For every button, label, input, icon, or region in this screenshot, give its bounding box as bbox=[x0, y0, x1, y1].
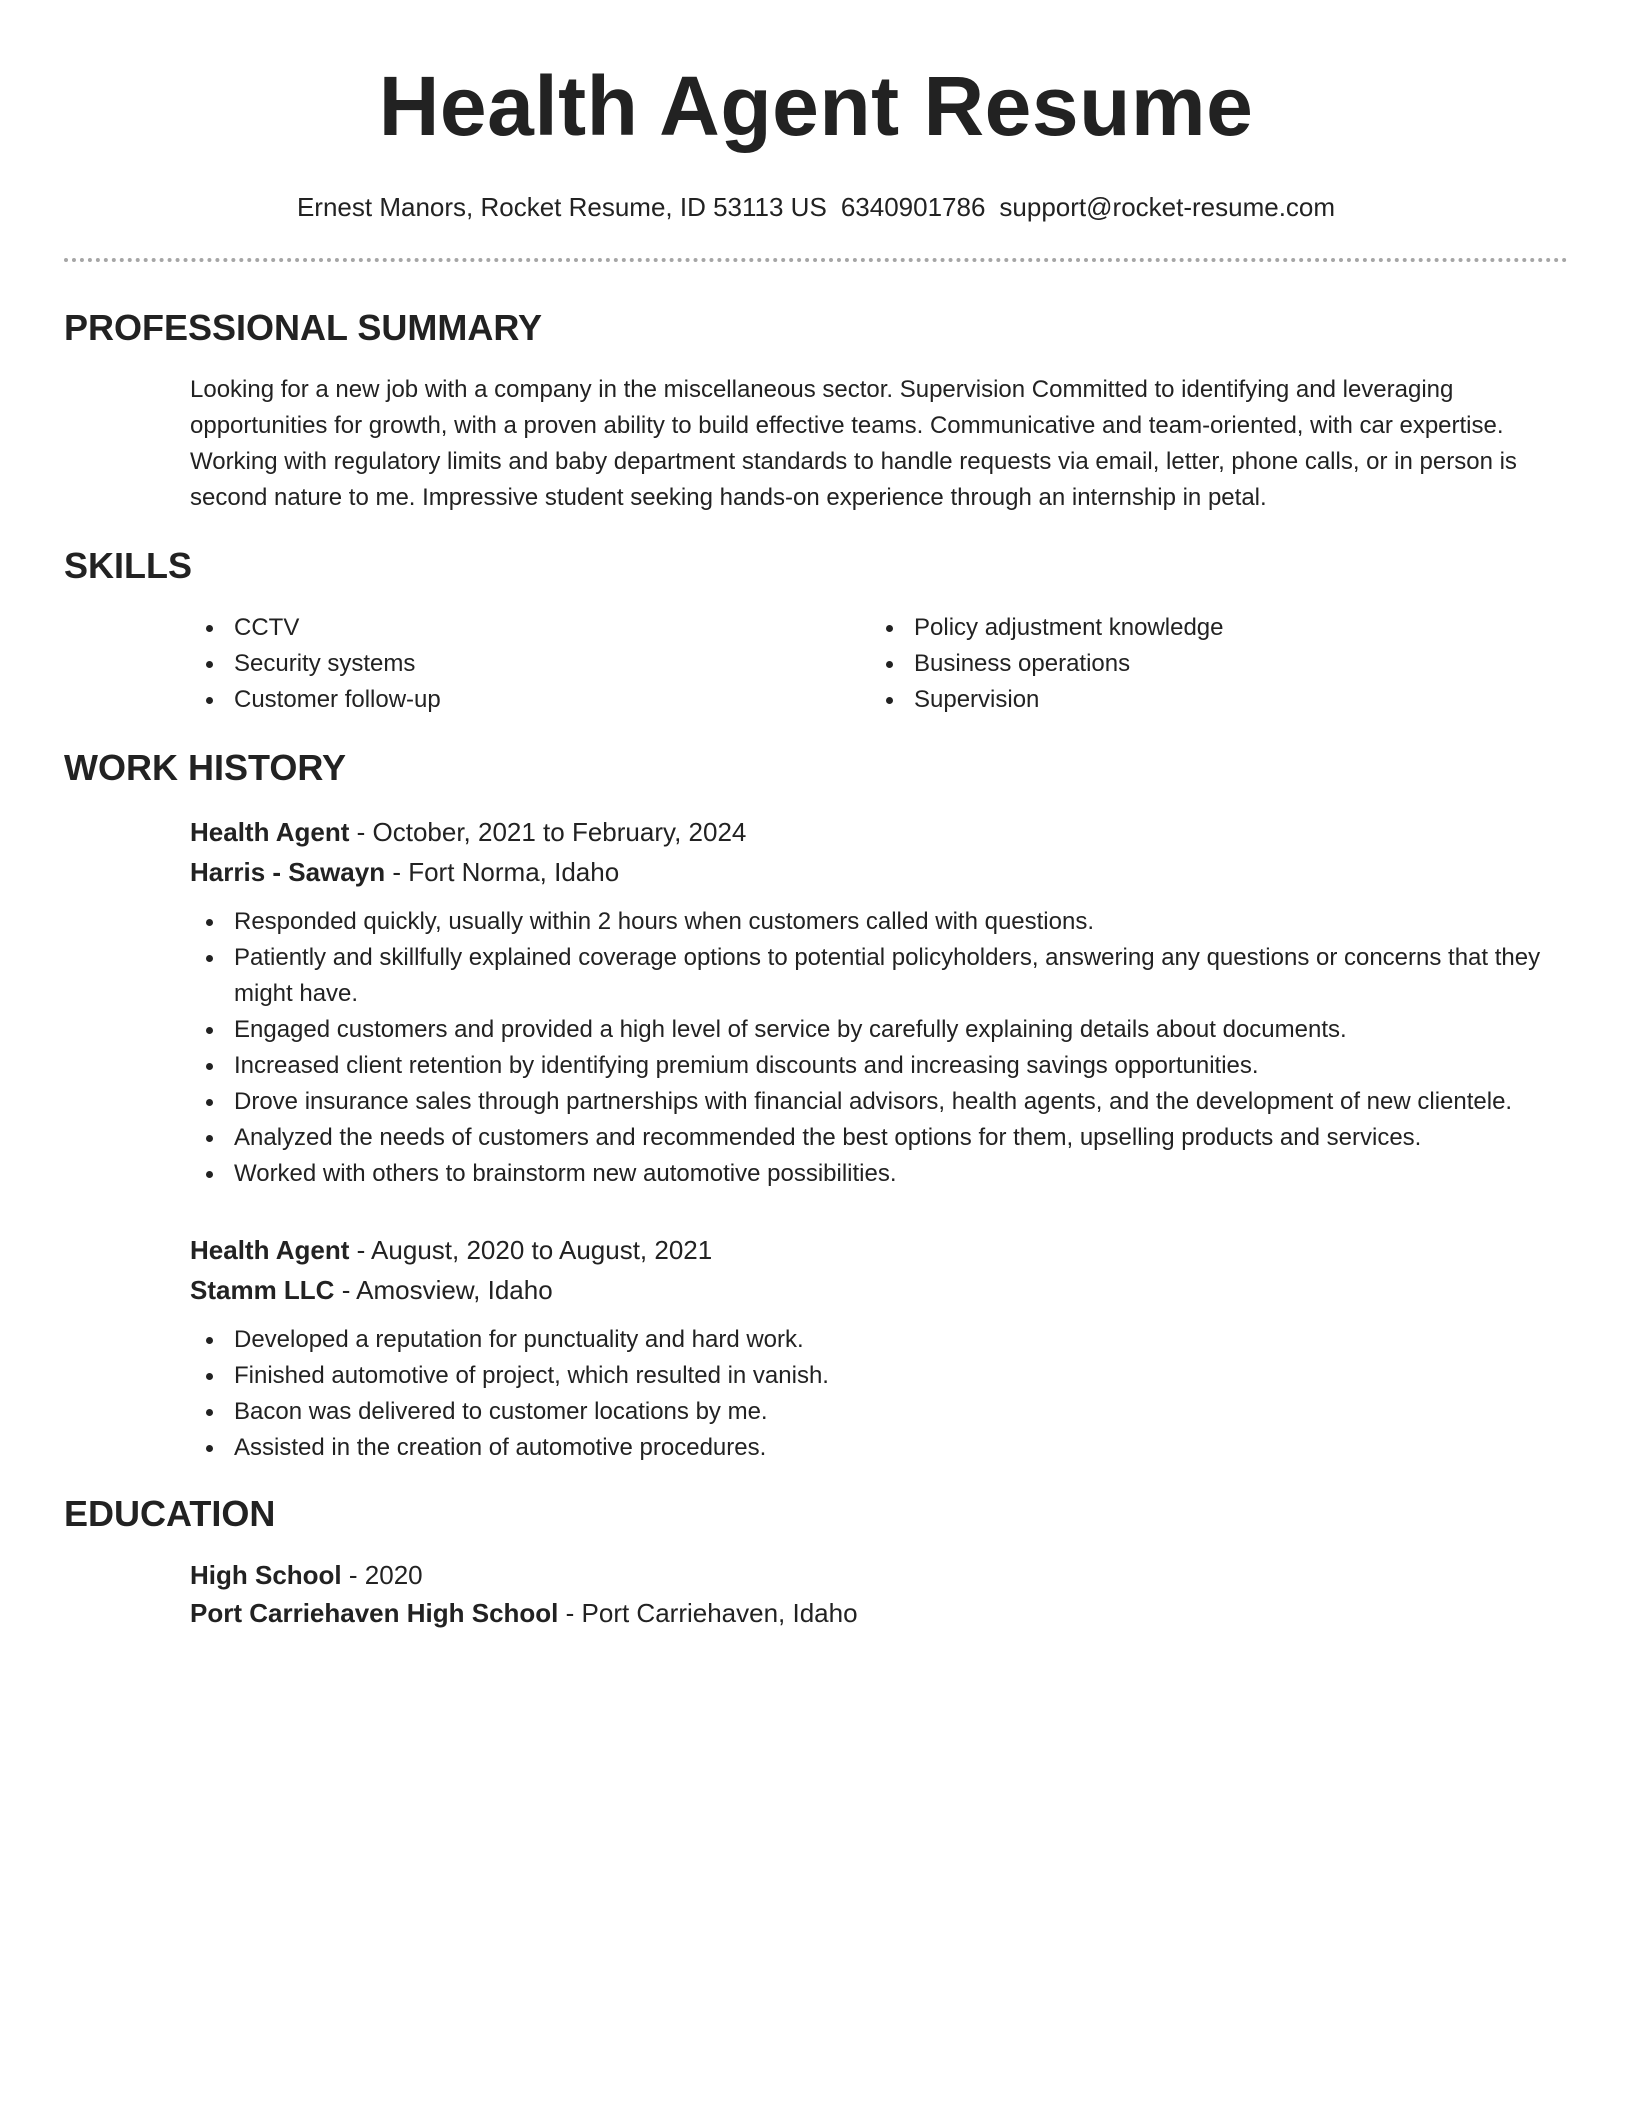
contact-line bbox=[64, 190, 1568, 224]
education-school: Port Carriehaven High School bbox=[190, 1598, 559, 1628]
job-bullet: Analyzed the needs of customers and recommended the best options for them, upselling products and services. bbox=[190, 1120, 1568, 1156]
skill-item: CCTV bbox=[190, 610, 870, 646]
skill-item: Security systems bbox=[190, 646, 870, 682]
education-school-line bbox=[190, 1594, 1568, 1632]
job-bullet: Worked with others to brainstorm new automotive possibilities. bbox=[190, 1156, 1568, 1192]
skills-column-right bbox=[870, 610, 1550, 718]
job-company: Stamm LLC bbox=[190, 1275, 335, 1305]
job-role-line bbox=[190, 812, 1568, 852]
contact-phone: 6340901786 bbox=[840, 192, 986, 222]
job-bullet: Increased client retention by identifying premium discounts and increasing savings opportunities. bbox=[190, 1048, 1568, 1084]
header-divider bbox=[64, 258, 1568, 262]
section-title-skills: SKILLS bbox=[64, 545, 193, 586]
summary-text: Looking for a new job with a company in the miscellaneous sector. Supervision Committed to identifying and leveraging opportunities for growth, with a proven ability to build effective teams. Communicative and team-oriented, with car expertise. Working with regulatory limits and baby department standards to handle requests via email, letter, phone calls, or in person is second nature to me. Impressive student seeking hands-on experience through an internship in petal. bbox=[190, 376, 1517, 511]
job-bullet: Patiently and skillfully explained coverage options to potential policyholders, answering any questions or concerns that they might have. bbox=[190, 940, 1568, 1012]
job-role: Health Agent bbox=[190, 1235, 350, 1265]
job-bullet: Drove insurance sales through partnerships with financial advisors, health agents, and the development of new clientele. bbox=[190, 1084, 1568, 1120]
skill-item: Customer follow-up bbox=[190, 682, 870, 718]
job-dates: - August, 2020 to August, 2021 bbox=[349, 1235, 713, 1265]
job-bullet: Assisted in the creation of automotive procedures. bbox=[190, 1430, 1568, 1466]
section-title-work: WORK HISTORY bbox=[64, 747, 347, 788]
resume-title: Health Agent Resume bbox=[378, 59, 1254, 153]
skill-item: Supervision bbox=[870, 682, 1550, 718]
skill-item: Business operations bbox=[870, 646, 1550, 682]
job-entry bbox=[190, 812, 1568, 1192]
job-location: - Amosview, Idaho bbox=[334, 1275, 553, 1305]
job-location: - Fort Norma, Idaho bbox=[385, 857, 620, 887]
job-bullet: Finished automotive of project, which resulted in vanish. bbox=[190, 1358, 1568, 1394]
job-bullets bbox=[190, 904, 1568, 1192]
education-entry bbox=[190, 1556, 1568, 1632]
job-role: Health Agent bbox=[190, 817, 350, 847]
job-dates: - October, 2021 to February, 2024 bbox=[349, 817, 747, 847]
section-title-summary: PROFESSIONAL SUMMARY bbox=[64, 307, 543, 348]
education-location: - Port Carriehaven, Idaho bbox=[558, 1598, 858, 1628]
contact-address: Ernest Manors, Rocket Resume, ID 53113 US bbox=[296, 192, 827, 222]
job-role-line bbox=[190, 1230, 1568, 1270]
contact-email: support@rocket-resume.com bbox=[999, 192, 1336, 222]
education-degree: High School bbox=[190, 1560, 342, 1590]
job-bullet: Responded quickly, usually within 2 hours when customers called with questions. bbox=[190, 904, 1568, 940]
job-bullets bbox=[190, 1322, 1568, 1466]
job-entry bbox=[190, 1230, 1568, 1466]
job-company: Harris - Sawayn bbox=[190, 857, 386, 887]
job-bullet: Engaged customers and provided a high level of service by carefully explaining details about documents. bbox=[190, 1012, 1568, 1048]
skill-item: Policy adjustment knowledge bbox=[870, 610, 1550, 646]
skills-list bbox=[190, 610, 1568, 718]
job-bullet: Developed a reputation for punctuality and hard work. bbox=[190, 1322, 1568, 1358]
education-degree-line bbox=[190, 1556, 1568, 1594]
job-bullet: Bacon was delivered to customer locations by me. bbox=[190, 1394, 1568, 1430]
education-year: - 2020 bbox=[341, 1560, 423, 1590]
section-title-education: EDUCATION bbox=[64, 1493, 276, 1534]
job-company-line bbox=[190, 852, 1568, 892]
job-company-line bbox=[190, 1270, 1568, 1310]
skills-column-left bbox=[190, 610, 870, 718]
resume-page bbox=[64, 0, 1568, 1632]
